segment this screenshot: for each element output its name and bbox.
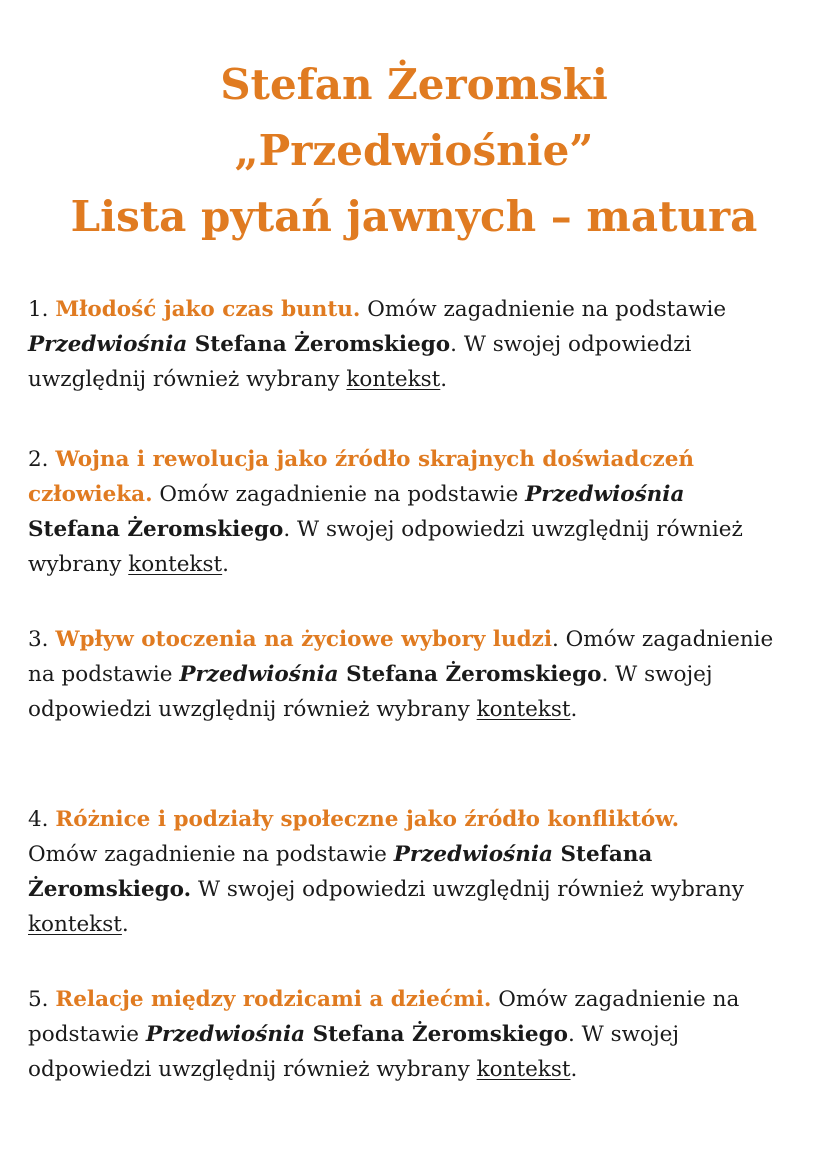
- question-number: 3.: [28, 627, 49, 652]
- question-text: W swojej odpowiedzi uwzględnij również wybrany: [191, 877, 744, 902]
- context-link: kontekst: [28, 912, 122, 937]
- question-text: Omów zagadnienie na podstawie: [152, 482, 526, 507]
- work-title: Przedwiośnia: [28, 332, 188, 357]
- work-title: Przedwiośnia: [145, 1022, 306, 1047]
- question-end: .: [121, 912, 129, 937]
- work-title: Przedwiośnia: [525, 482, 685, 507]
- question-text: . W swojej odpowiedzi uwzględnij również wybrany: [28, 517, 743, 577]
- author-name: Stefana Żeromskiego: [338, 662, 602, 687]
- author-name: Stefana Żeromskiego: [28, 517, 284, 542]
- question-text: . W swojej odpowiedzi uwzględnij również wybrany: [28, 1022, 680, 1082]
- question-end: .: [570, 1057, 578, 1082]
- context-link: kontekst: [128, 552, 223, 577]
- question-text: . W swojej odpowiedzi uwzględnij również wybrany: [28, 662, 713, 722]
- question-number: 1.: [28, 297, 49, 322]
- context-link: kontekst: [476, 697, 571, 722]
- title-author: Stefan Żeromski: [220, 60, 608, 109]
- author-name: Stefana Żeromskiego.: [28, 842, 653, 902]
- question-text: Omów zagadnienie na podstawie: [360, 297, 727, 322]
- author-name: Stefana Żeromskiego: [187, 332, 451, 357]
- author-name: Stefana Żeromskiego: [305, 1022, 568, 1047]
- question-topic: Wojna i rewolucja jako źródło skrajnych doświadczeń człowieka.: [28, 447, 695, 507]
- work-title: Przedwiośnia: [179, 662, 339, 687]
- context-link: kontekst: [476, 1057, 571, 1082]
- question-number: 4.: [28, 807, 49, 832]
- question-text: . Omów zagadnienie na podstawie: [28, 627, 774, 687]
- question-end: .: [440, 367, 448, 392]
- title-subtitle: Lista pytań jawnych – matura: [70, 192, 758, 241]
- question-topic: Wpływ otoczenia na życiowe wybory ludzi: [55, 627, 553, 652]
- question-text: Omów zagadnienie na podstawie: [28, 987, 740, 1047]
- question-text: Omów zagadnienie na podstawie: [28, 842, 394, 867]
- title-work: „Przedwiośnie”: [234, 126, 594, 175]
- question-topic: Młodość jako czas buntu.: [55, 297, 361, 322]
- question-item: [28, 982, 803, 1087]
- question-number: 5.: [28, 987, 49, 1012]
- question-item: [28, 442, 803, 582]
- question-topic: Różnice i podziały społeczne jako źródło konfliktów.: [55, 807, 680, 832]
- question-number: 2.: [28, 447, 49, 472]
- question-item: [28, 622, 803, 727]
- question-topic: Relacje między rodzicami a dziećmi.: [55, 987, 492, 1012]
- work-title: Przedwiośnia: [393, 842, 553, 867]
- question-item: [28, 802, 803, 942]
- question-end: .: [222, 552, 229, 577]
- context-link: kontekst: [346, 367, 441, 392]
- page-title: [0, 52, 828, 250]
- question-text: . W swojej odpowiedzi uwzględnij również wybrany: [28, 332, 692, 392]
- question-end: .: [570, 697, 578, 722]
- question-item: [28, 292, 803, 397]
